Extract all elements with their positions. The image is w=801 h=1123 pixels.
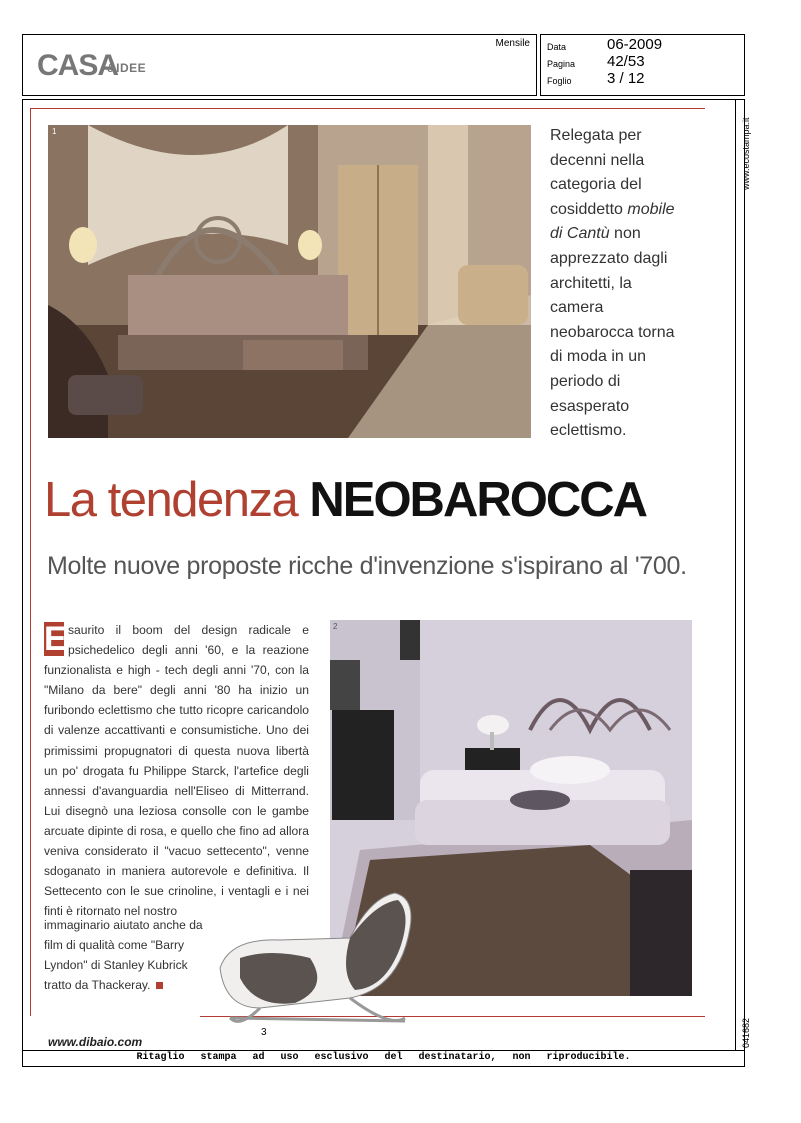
caption-text-end: non apprezzato dagli architetti, la camera neobarocca torna di moda in un periodo di esasperato eclettismo. [550,225,675,440]
margin-divider [735,99,736,1051]
photo-number: 1 [52,127,57,136]
bedroom-illustration [48,125,531,438]
title-light: La tendenza [44,473,298,527]
photo-bedroom-baroque [48,125,531,438]
red-rule-left [30,108,31,1016]
caption-italic: mobile di Cantù [550,200,675,243]
article-body [44,620,309,921]
article-body-end [44,915,214,995]
body-text: saurito il boom del design radicale e psichedelico degli anni '60, e la reazione funzionalista e high - tech degli anni '70, con la "Milano da bere" degli anni '80 ha inizio un furibondo eclettismo che tutto ricopre caricandolo di valenze accattivanti e consumistiche. Uno dei primissimi propugnatori di questa nuova libertà un po' drogata fu Philippe Starck, l'artefice degli annessi d'avanguardia nell'Eliseo di Mitterrand. Lui disegnò una leziosa consolle con le gambe arcuate dipinte di rosa, e quello che fino ad allora veniva considerato il "vacuo settecento", venne sdoganato in maniera autorevole e definitiva. Il Settecento con le sue crinoline, i ventagli e i nei finti è ritornato nel nostro [44,623,309,919]
chaise-longue-image [200,878,415,1033]
photo-caption [550,124,685,444]
caption-text-start: Relegata per decenni nella categoria del cosiddetto [550,127,645,218]
sheet-label: Foglio [547,76,572,86]
logo-casa: CASA [37,49,119,82]
end-mark [156,982,163,989]
body-text-end: immaginario aiutato anche da film di qualità come "Barry Lyndon" di Stanley Kubrick tratto da Thackeray. [44,918,203,993]
side-code: 041682 [741,1017,751,1048]
sheet-value: 3 / 12 [607,70,645,87]
issue-meta-box [540,34,745,96]
drop-cap: E [44,620,67,658]
side-url: www.ecostampa.it [741,117,751,190]
article-subtitle: Molte nuove proposte ricche d'invenzione s'ispirano al '700. [47,552,687,580]
disclaimer-bar [22,1051,745,1067]
page-value: 42/53 [607,53,645,70]
article-title [44,472,646,528]
page-number: 3 [261,1027,267,1038]
frequency-label: Mensile [495,38,530,49]
publication-header [22,34,537,96]
disclaimer-text: Ritaglio stampa ad uso esclusivo del destinatario, non riproducibile. [136,1052,631,1063]
logo-idee: &IDEE [107,61,147,75]
date-value: 06-2009 [607,36,663,53]
red-rule-top [30,108,705,109]
website-link[interactable]: www.dibaio.com [48,1035,143,1049]
title-bold: NEOBAROCCA [309,473,646,527]
page-label: Pagina [547,59,576,69]
photo-number: 2 [333,622,338,631]
date-label: Data [547,42,567,52]
